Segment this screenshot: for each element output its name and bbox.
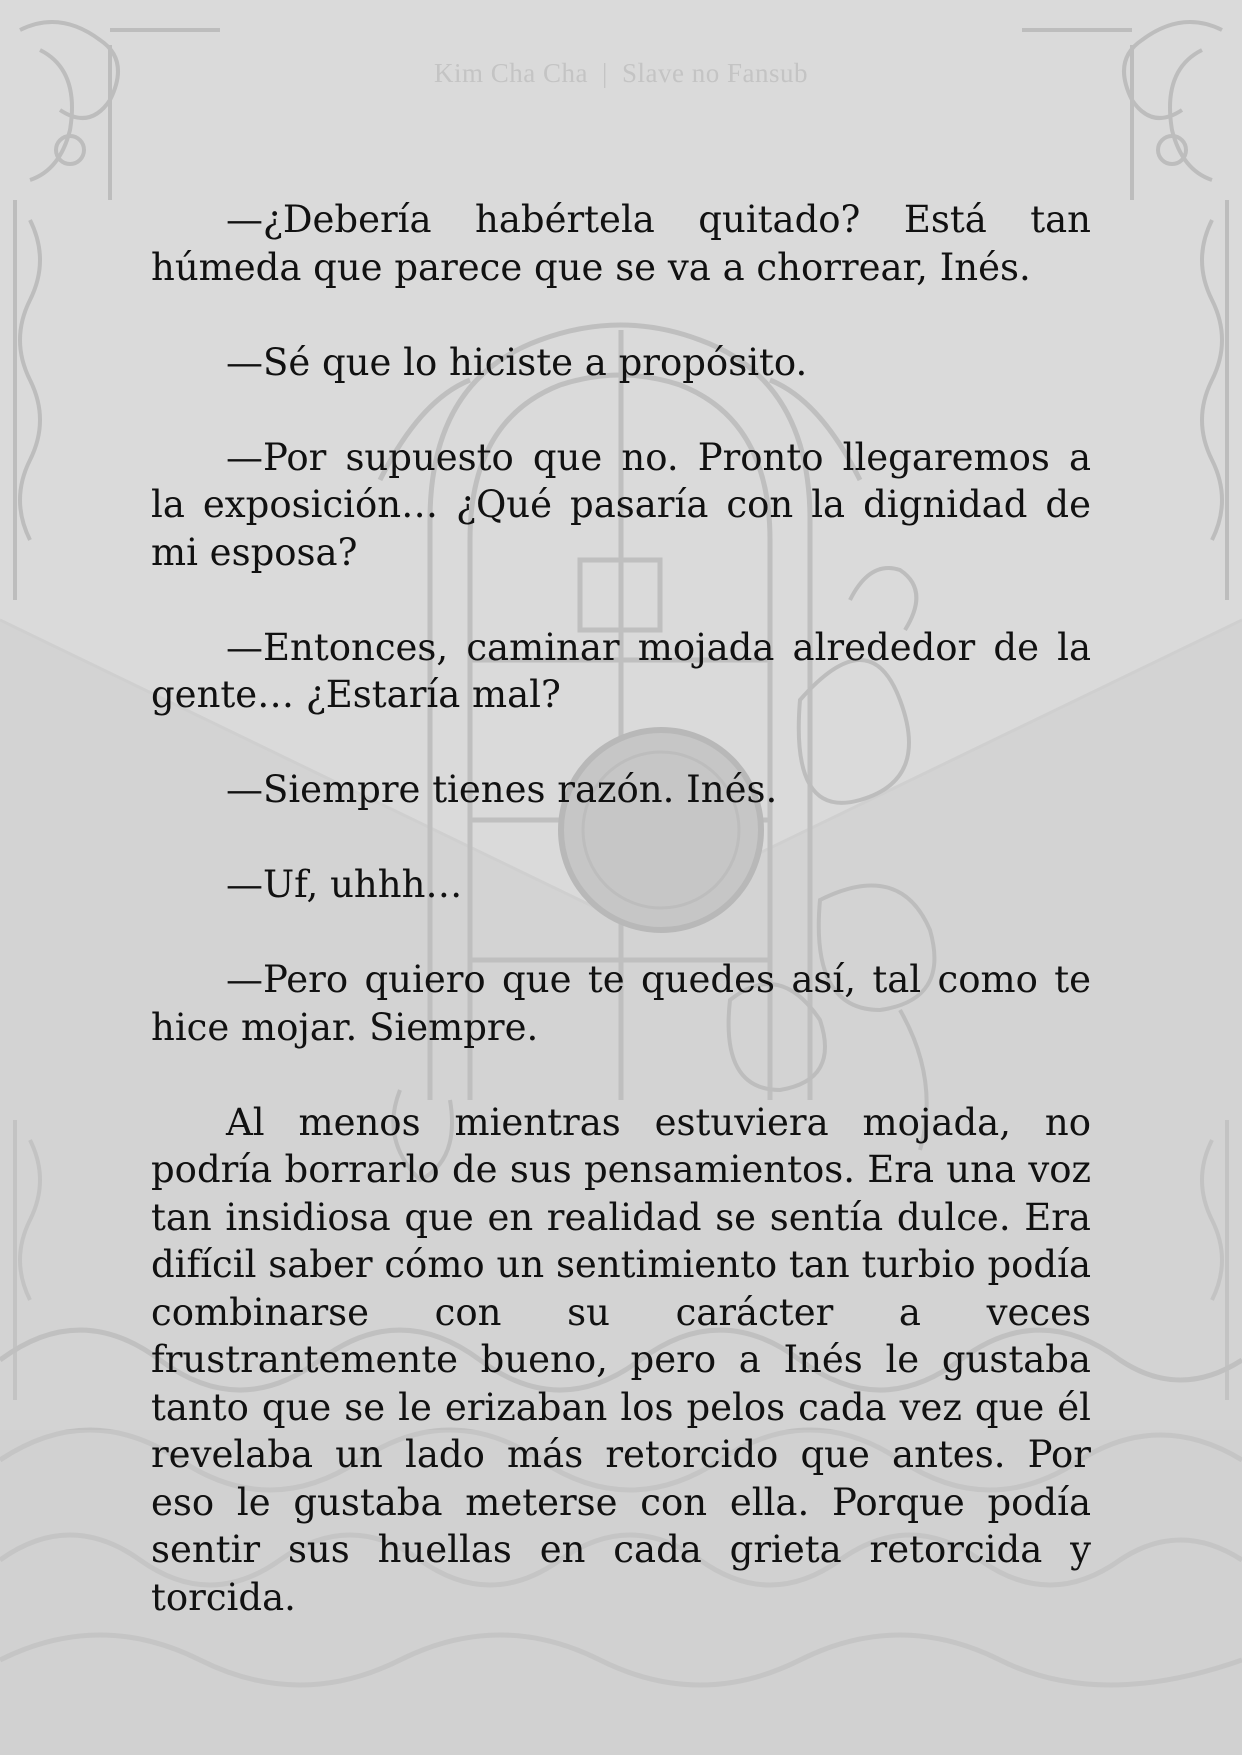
paragraph: —Entonces, caminar mojada alrededor de la gente… ¿Estaría mal? <box>151 625 1091 716</box>
paragraph: —Uf, uhhh… <box>226 863 463 906</box>
paragraph: —¿Debería habértela quitado? Está tan húmeda que parece que se va a chorrear, Inés. <box>151 198 1091 289</box>
paragraph: —Sé que lo hiciste a propósito. <box>226 340 808 384</box>
paragraph: Al menos mientras estuviera mojada, no podría borrarlo de sus pensamientos. Era una voz tan insidiosa que en realidad se sentía dulce. Era difícil saber cómo un sentimiento tan turbio podía combinarse con su carácter a veces frustrantemente bueno, pero a Inés le gustaba tanto que se le erizaban los pelos cada vez que él revelaba un lado más retorcido que antes. Por eso le gustaba meterse con ella. Porque podía sentir sus huellas en cada grieta retorcida y torcida. <box>151 1100 1091 1619</box>
paragraph: —Por supuesto que no. Pronto llegaremos a la exposición… ¿Qué pasaría con la dignidad de mi esposa? <box>151 435 1091 574</box>
body-text <box>151 196 1091 1669</box>
header-author: Kim Cha Cha <box>434 58 589 88</box>
header-separator: | <box>602 58 608 88</box>
header-credits <box>0 58 1242 89</box>
paragraph: —Siempre tienes razón. Inés. <box>226 768 778 811</box>
paragraph: —Pero quiero que te quedes así, tal como te hice mojar. Siempre. <box>151 958 1091 1049</box>
header-group: Slave no Fansub <box>621 58 808 88</box>
